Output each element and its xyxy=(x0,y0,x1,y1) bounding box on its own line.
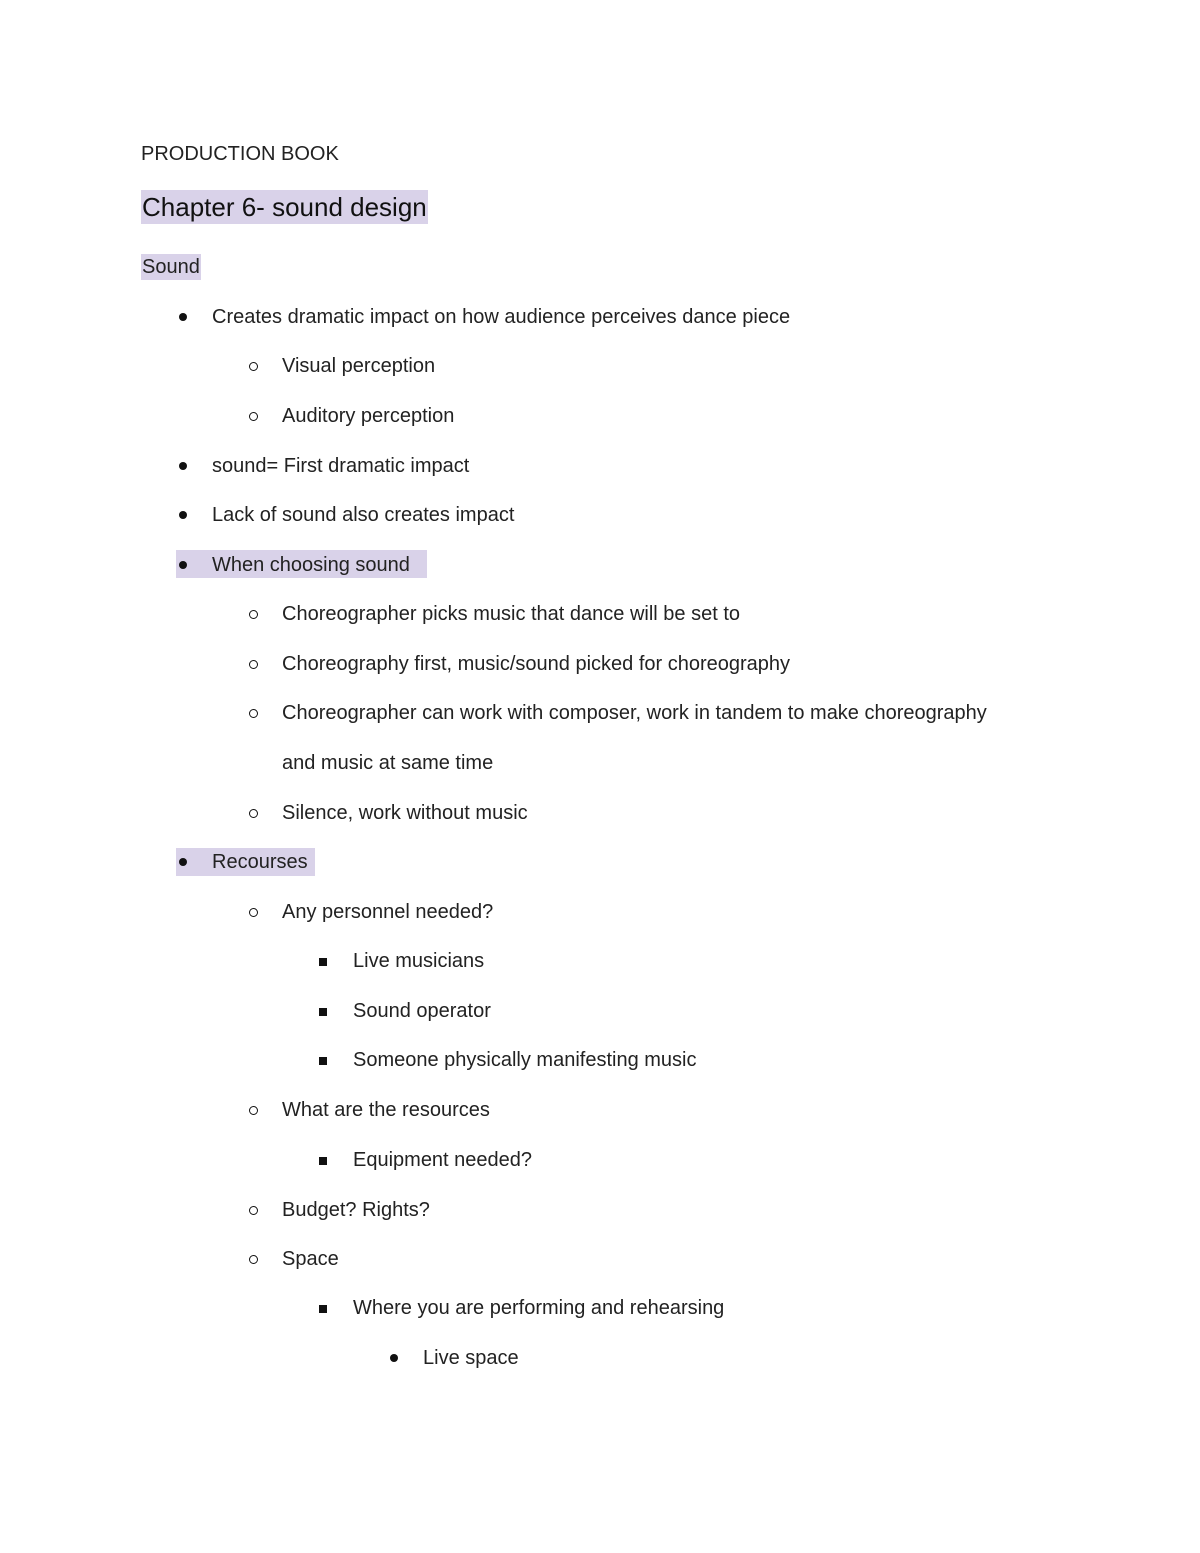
circle-bullet-icon xyxy=(249,809,258,818)
list-item: Visual perception xyxy=(282,355,436,377)
disc-bullet-icon xyxy=(179,313,187,321)
square-bullet-icon xyxy=(319,1157,327,1165)
list-item: Lack of sound also creates impact xyxy=(212,504,515,526)
circle-bullet-icon xyxy=(249,709,258,718)
square-bullet-icon xyxy=(319,958,327,966)
list-item: Choreographer picks music that dance will be set to xyxy=(282,603,741,625)
square-bullet-icon xyxy=(319,1008,327,1016)
list-item: Creates dramatic impact on how audience perceives dance piece xyxy=(212,306,791,328)
list-item: Live space xyxy=(423,1347,519,1369)
list-item: Space xyxy=(282,1248,339,1270)
circle-bullet-icon xyxy=(249,1106,258,1115)
list-item: Choreographer can work with composer, work in tandem to make choreography xyxy=(282,702,987,724)
list-item: Recourses xyxy=(212,851,308,873)
document-title: PRODUCTION BOOK xyxy=(141,143,339,165)
list-item: When choosing sound xyxy=(212,554,410,576)
disc-bullet-icon xyxy=(179,462,187,470)
disc-bullet-icon xyxy=(179,561,187,569)
list-item: Budget? Rights? xyxy=(282,1199,430,1221)
list-item: Choreography first, music/sound picked for choreography xyxy=(282,653,791,675)
list-item: Someone physically manifesting music xyxy=(353,1049,697,1071)
disc-bullet-icon xyxy=(179,858,187,866)
list-item: Where you are performing and rehearsing xyxy=(353,1297,725,1319)
list-item: Equipment needed? xyxy=(353,1149,533,1171)
circle-bullet-icon xyxy=(249,412,258,421)
list-item: Auditory perception xyxy=(282,405,455,427)
circle-bullet-icon xyxy=(249,362,258,371)
circle-bullet-icon xyxy=(249,908,258,917)
circle-bullet-icon xyxy=(249,660,258,669)
list-item: Any personnel needed? xyxy=(282,901,494,923)
list-item: Live musicians xyxy=(353,950,485,972)
list-item: Silence, work without music xyxy=(282,802,528,824)
list-item: Sound operator xyxy=(353,1000,491,1022)
chapter-heading: Chapter 6- sound design xyxy=(142,192,427,222)
square-bullet-icon xyxy=(319,1305,327,1313)
circle-bullet-icon xyxy=(249,610,258,619)
section-heading: Sound xyxy=(142,256,200,278)
circle-bullet-icon xyxy=(249,1255,258,1264)
square-bullet-icon xyxy=(319,1057,327,1065)
list-item: What are the resources xyxy=(282,1099,490,1121)
circle-bullet-icon xyxy=(249,1206,258,1215)
disc-bullet-icon xyxy=(390,1354,398,1362)
list-item: sound= First dramatic impact xyxy=(212,455,470,477)
list-item-continuation: and music at same time xyxy=(282,752,494,774)
disc-bullet-icon xyxy=(179,511,187,519)
